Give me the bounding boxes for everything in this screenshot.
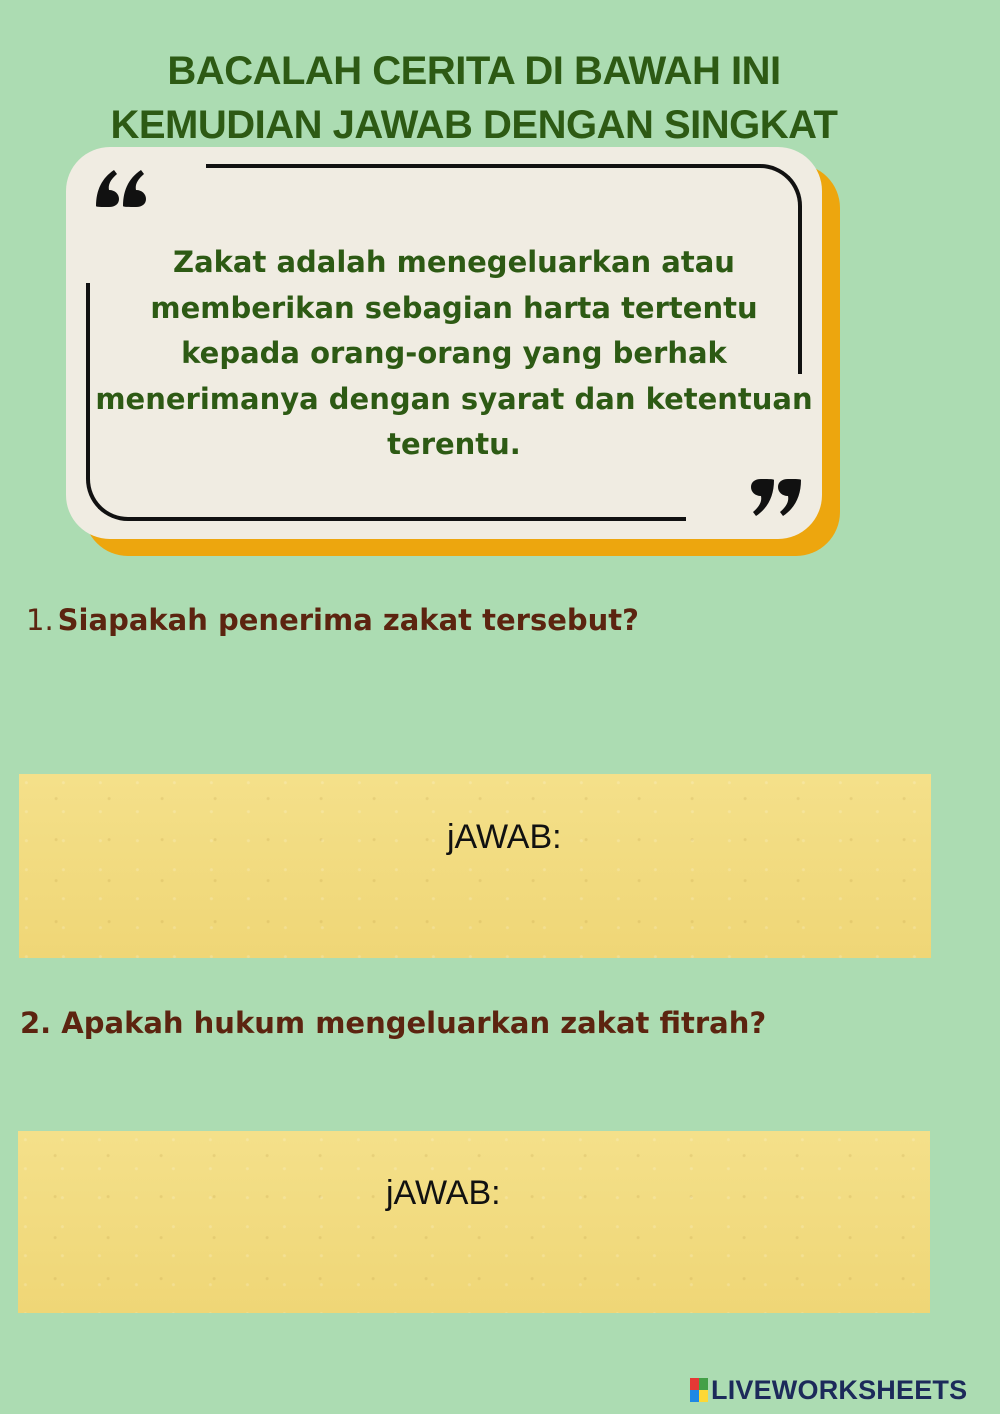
brand-name: LIVEWORKSHEETS <box>711 1374 968 1405</box>
answer-label-2: jAWAB: <box>386 1174 501 1212</box>
liveworksheets-logo <box>690 1374 967 1406</box>
answer-label-1: jAWAB: <box>447 818 562 856</box>
question-1-text: Siapakah penerima zakat tersebut? <box>57 603 639 637</box>
question-1-number: 1. <box>26 603 54 637</box>
page-title <box>0 44 948 152</box>
title-line-2: KEMUDIAN JAWAB DENGAN SINGKAT <box>110 103 838 147</box>
question-1 <box>26 600 639 640</box>
quote-text <box>92 240 816 468</box>
quote-line: terentu. <box>387 427 521 461</box>
question-2: 2. Apakah hukum mengeluarkan zakat fitrah? <box>20 1006 767 1040</box>
quote-line: menerimanya dengan syarat dan ketentuan <box>95 381 813 416</box>
title-line-1: BACALAH CERITA DI BAWAH INI <box>167 49 781 93</box>
open-quote-icon <box>92 168 152 208</box>
answer-box-2[interactable] <box>18 1131 930 1313</box>
quote-line: memberikan sebagian harta tertentu <box>150 290 758 325</box>
quote-line: Zakat adalah menegeluarkan atau <box>173 245 735 279</box>
liveworksheets-logo-icon <box>690 1378 708 1402</box>
answer-box-1[interactable] <box>19 774 931 958</box>
quote-line: kepada orang-orang yang berhak <box>181 336 727 370</box>
close-quote-icon <box>748 478 808 518</box>
